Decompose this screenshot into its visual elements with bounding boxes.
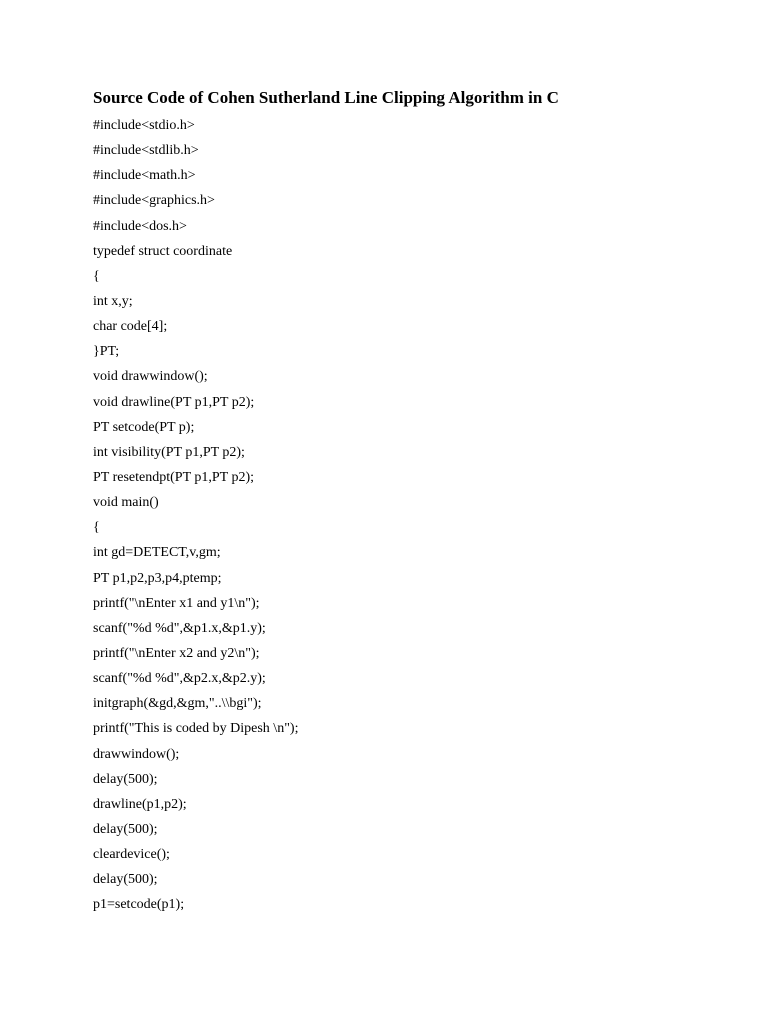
code-line: char code[4]; [93, 319, 168, 335]
code-line: delay(500); [93, 821, 158, 837]
code-line: printf("This is coded by Dipesh \n"); [93, 721, 299, 737]
code-line: delay(500); [93, 771, 158, 787]
code-line: initgraph(&gd,&gm,"..\\bgi"); [93, 696, 262, 712]
page-title: Source Code of Cohen Sutherland Line Clipping Algorithm in C [93, 88, 559, 107]
code-line: int gd=DETECT,v,gm; [93, 545, 221, 561]
code-line: PT resetendpt(PT p1,PT p2); [93, 469, 254, 485]
code-line: #include<dos.h> [93, 218, 187, 234]
code-listing [93, 113, 298, 918]
code-line: printf("\nEnter x2 and y2\n"); [93, 645, 260, 661]
code-line: int visibility(PT p1,PT p2); [93, 444, 245, 460]
code-line: PT setcode(PT p); [93, 419, 195, 435]
code-line: p1=setcode(p1); [93, 897, 185, 913]
code-line: #include<graphics.h> [93, 193, 215, 209]
code-line: scanf("%d %d",&p1.x,&p1.y); [93, 620, 266, 636]
code-line: delay(500); [93, 872, 158, 888]
code-line: }PT; [93, 344, 120, 360]
code-line: { [93, 268, 100, 284]
code-line: #include<math.h> [93, 168, 196, 184]
code-line: typedef struct coordinate [93, 243, 233, 259]
code-line: void drawline(PT p1,PT p2); [93, 394, 255, 410]
code-line: #include<stdio.h> [93, 118, 195, 133]
code-line: void drawwindow(); [93, 369, 208, 385]
code-line: PT p1,p2,p3,p4,ptemp; [93, 570, 222, 586]
code-line: drawwindow(); [93, 746, 180, 762]
code-line: scanf("%d %d",&p2.x,&p2.y); [93, 671, 266, 687]
code-line: cleardevice(); [93, 847, 170, 863]
code-line: int x,y; [93, 293, 133, 309]
code-line: drawline(p1,p2); [93, 796, 187, 812]
code-line: #include<stdlib.h> [93, 143, 199, 159]
code-line: { [93, 520, 100, 536]
code-line: printf("\nEnter x1 and y1\n"); [93, 595, 260, 611]
code-line: void main() [93, 495, 159, 511]
